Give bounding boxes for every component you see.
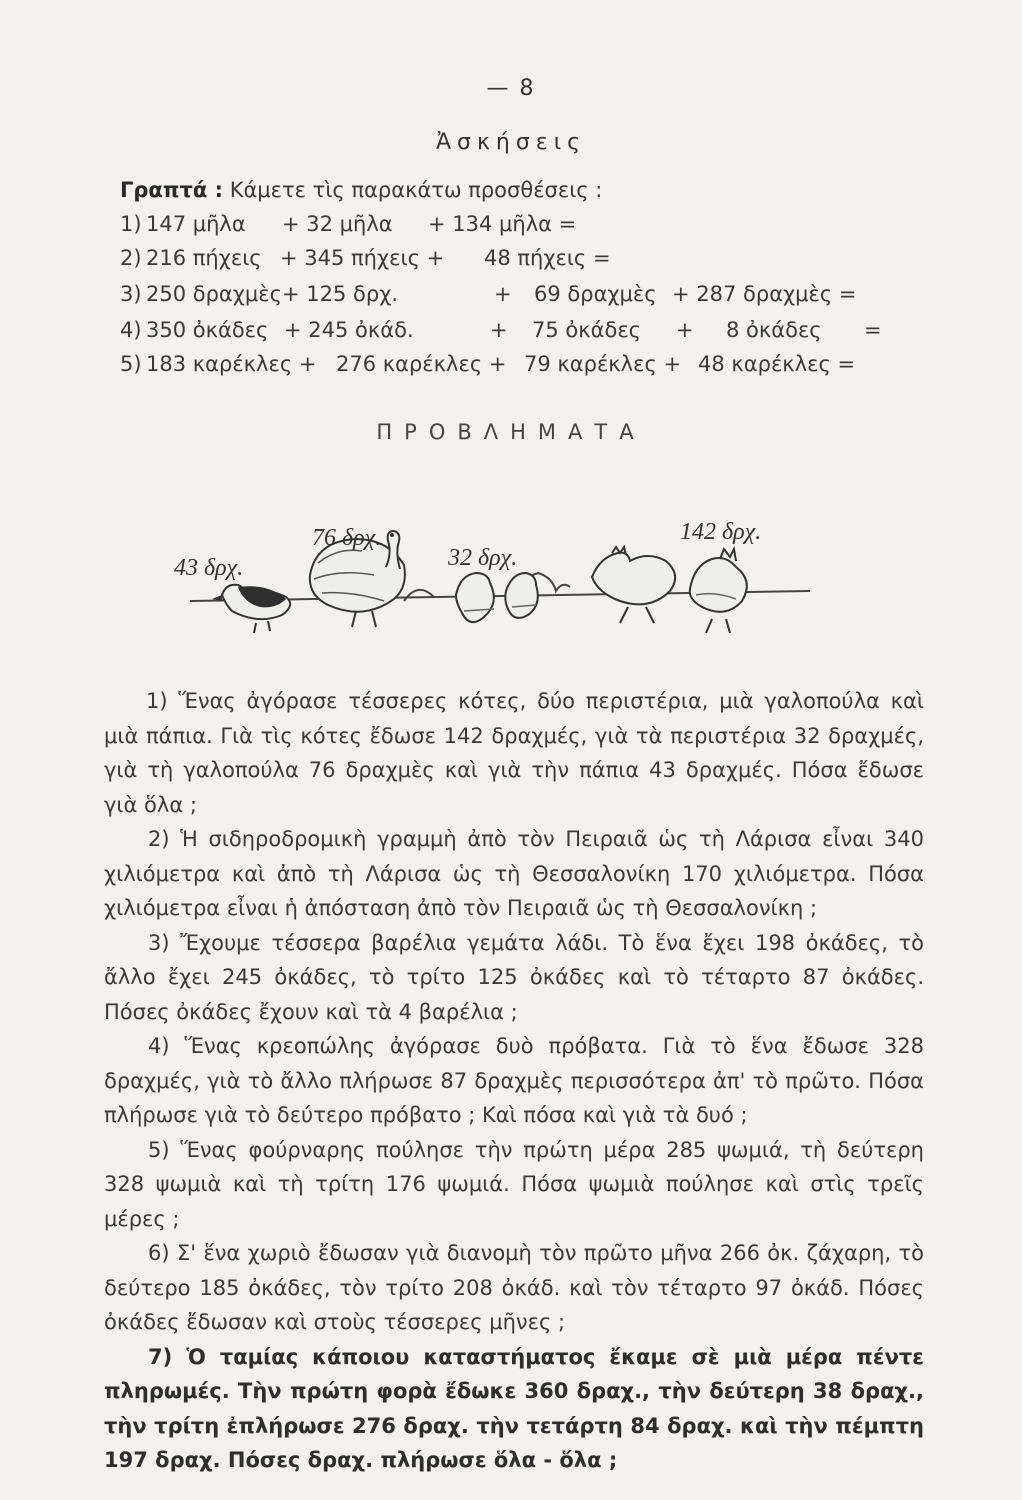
instruction-label: Γραπτά : bbox=[120, 178, 223, 202]
exercise-term: + 125 δρχ. bbox=[282, 282, 399, 306]
price-tag-text: 32 δρχ. bbox=[448, 545, 518, 571]
exercise-term: 8 ὀκάδες bbox=[726, 318, 822, 342]
price-tag-text: 43 δρχ. bbox=[174, 555, 244, 581]
price-tag-text: 142 δρχ. bbox=[680, 519, 762, 545]
section-title: ΠΡΟΒΛΗΜΑΤΑ bbox=[376, 420, 646, 444]
price-tag-pigeons bbox=[447, 545, 517, 571]
exercise-number: 3) bbox=[120, 282, 142, 306]
exercise-term: 216 πήχεις bbox=[146, 246, 262, 270]
exercise-term: + bbox=[490, 318, 508, 342]
exercise-number: 2) bbox=[120, 246, 142, 270]
exercise-term: = bbox=[864, 318, 882, 342]
exercise-term: + 32 μῆλα bbox=[282, 212, 393, 236]
exercise-term: + bbox=[676, 318, 694, 342]
exercise-term: 75 ὀκάδες bbox=[532, 318, 641, 342]
problem-3: 3) Ἔχουμε τέσσερα βαρέλια γεμάτα λάδι. Τὸ ἕνα ἔχει 198 ὀκάδες, τὸ ἄλλο ἔχει 245 ὀκάδες, τὸ τρίτο 125 ὀκάδες καὶ τὸ τέταρτο 87 ὀκάδες. Πόσες ὀκάδες ἔχουν καὶ τὰ 4 βαρέλια ; bbox=[104, 930, 924, 1024]
page-title: Ἀσκήσεις bbox=[435, 130, 587, 155]
price-tag-duck bbox=[174, 555, 243, 581]
exercise-row-1 bbox=[120, 212, 680, 242]
exercise-row-3 bbox=[120, 282, 900, 312]
problem-6: 6) Σ' ἕνα χωριὸ ἔδωσαν γιὰ διανομὴ τὸν πρῶτο μῆνα 266 ὀκ. ζάχαρη, τὸ δεύτερο 185 ὀκάδες, τὸν τρίτο 208 ὀκάδ. καὶ τὸν τέταρτο 97 ὀκάδ. Πόσες ὀκάδες ἔδωσαν καὶ στοὺς τέσσερες μῆνες ; bbox=[104, 1241, 924, 1334]
problem-7: 7) Ὁ ταμίας κάποιου καταστήματος ἔκαμε σὲ μιὰ μέρα πέντε πληρωμές. Τὴν πρώτη φορὰ ἔδωκε 360 δραχ., τὴν δεύτερη 38 δραχ., τὴν τρίτη ἐπλήρωσε 276 δραχ. τὴν τετάρτη 84 δραχ. καὶ τὴν πέμπτη 197 δραχ. Πόσες δραχ. πλήρωσε ὅλα - ὅλα ; bbox=[104, 1344, 924, 1472]
exercise-term: 48 καρέκλες = bbox=[698, 352, 856, 376]
exercise-term: 276 καρέκλες + bbox=[336, 352, 507, 376]
exercise-term: 183 καρέκλες + bbox=[146, 352, 317, 376]
duck-icon bbox=[212, 585, 290, 633]
exercise-term: 250 δραχμὲς bbox=[146, 282, 282, 306]
exercise-term: 48 πήχεις = bbox=[484, 246, 611, 270]
problems-list bbox=[104, 684, 924, 1478]
exercise-term: 79 καρέκλες + bbox=[524, 352, 682, 376]
exercise-term: + 134 μῆλα = bbox=[428, 212, 577, 236]
instruction-text: Κάμετε τὶς παρακάτω προσθέσεις : bbox=[229, 178, 603, 202]
exercise-row-4 bbox=[120, 318, 900, 348]
exercise-term: + 345 πήχεις + bbox=[280, 246, 445, 270]
exercise-row-2 bbox=[120, 246, 680, 276]
exercise-term: + 245 ὀκάδ. bbox=[284, 318, 414, 342]
exercise-term: + bbox=[494, 282, 512, 306]
problem-2: 2) Ἡ σιδηροδρομικὴ γραμμὴ ἀπὸ τὸν Πειραιᾶ ὡς τὴ Λάρισα εἶναι 340 χιλιόμετρα καὶ ἀπὸ τὴ Λάρισα ὡς τὴ Θεσσαλονίκη 170 χιλιόμετρα. Πόσα χιλιόμετρα εἶναι ἡ ἀπόσταση ἀπὸ τὸν Πειραιᾶ ὡς τὴ Θεσσαλονίκη ; bbox=[104, 827, 924, 920]
problem-1: 1) Ἕνας ἀγόρασε τέσσερες κότες, δύο περιστέρια, μιὰ γαλοπούλα καὶ μιὰ πάπια. Γιὰ τὶς κότες ἔδωσε 142 δραχμές, γιὰ τὰ περιστέρια 32 δραχμές, γιὰ τὴ γαλοπούλα 76 δραχμὲς καὶ γιὰ τὴν πάπια 43 δραχμές. Πόσα ἔδωσε γιὰ ὅλα ; bbox=[104, 689, 924, 817]
exercise-row-5 bbox=[120, 352, 910, 382]
exercise-number: 4) bbox=[120, 318, 142, 342]
exercise-term: 147 μῆλα bbox=[146, 212, 246, 236]
exercise-term: 69 δραχμὲς bbox=[534, 282, 657, 306]
pigeons-icon bbox=[456, 573, 538, 622]
birds-illustration bbox=[160, 515, 880, 665]
exercise-number: 5) bbox=[120, 352, 142, 376]
price-tag-hens bbox=[680, 519, 761, 545]
exercise-term: + 287 δραχμὲς = bbox=[672, 282, 857, 306]
instruction bbox=[120, 178, 602, 202]
exercise-term: 350 ὀκάδες bbox=[146, 318, 269, 342]
problem-5: 5) Ἕνας φούρναρης πούλησε τὴν πρώτη μέρα 285 ψωμιά, τὴ δεύτερη 328 ψωμιὰ καὶ τὴ τρίτη 176 ψωμιά. Πόσα ψωμιὰ πούλησε καὶ στὶς τρεῖς μέρες ; bbox=[104, 1137, 924, 1231]
exercise-number: 1) bbox=[120, 212, 142, 236]
page-number: — 8 bbox=[486, 76, 536, 101]
price-tag-turkey bbox=[312, 525, 381, 551]
price-tag-text: 76 δρχ. bbox=[312, 525, 382, 551]
problem-4: 4) Ἕνας κρεοπώλης ἀγόρασε δυὸ πρόβατα. Γιὰ τὸ ἕνα ἔδωσε 328 δραχμές, γιὰ τὸ ἄλλο πλήρωσε 87 δραχμὲς περισσότερα ἀπ' τὸ πρῶτο. Πόσα πλήρωσε γιὰ τὸ δεύτερο πρόβατο ; Καὶ πόσα καὶ γιὰ τὰ δυό ; bbox=[104, 1034, 924, 1127]
hens-icon bbox=[592, 547, 747, 633]
